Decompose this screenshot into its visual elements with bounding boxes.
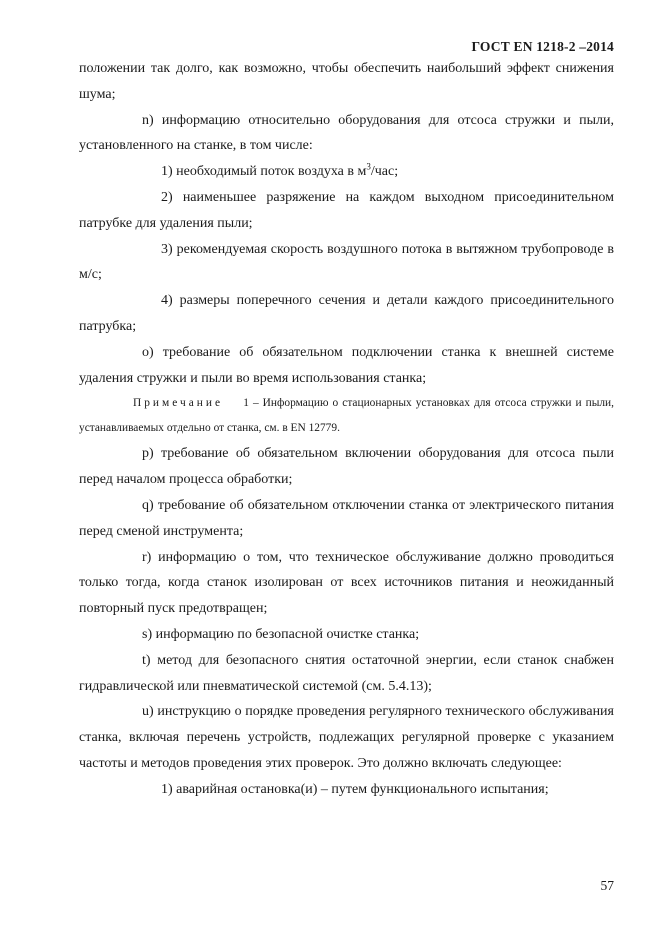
list-item-u: u) инструкцию о порядке проведения регулярного технического обслуживания станка, включая перечень устройств, подлежащих регулярной проверке с указанием частоты и методов проведения этих проверок. Это должно включать следующее: [79,704,614,771]
document-body [79,56,614,803]
sub-item-n1-text: 1) необходимый поток воздуха в м [161,164,367,180]
sub-item-n4: 4) размеры поперечного сечения и детали каждого присоединительного патрубка; [79,293,614,334]
list-item-p: p) требование об обязательном включении оборудования для отсоса пыли перед началом процесса обработки; [79,446,614,488]
list-item-r: r) информацию о том, что техническое обслуживание должно проводиться только тогда, когда станок изолирован от всех источников питания и неожиданный повторный пуск предотвращен; [79,549,614,617]
cubic-superscript: 3 [366,161,371,172]
sub-item-u1: 1) аварийная остановка(и) – путем функционального испытания; [161,781,549,797]
sub-item-n1-unit: /час; [370,164,399,180]
note [79,391,614,441]
list-item-t: t) метод для безопасного снятия остаточной энергии, если станок снабжен гидравлической или пневматической системой (см. 5.4.13); [79,652,614,694]
document-standard-header: ГОСТ EN 1218-2 –2014 [471,39,614,54]
page-number: 57 [600,878,614,893]
note-text: 1 – Информацию о стационарных установках для отсоса стружки и пыли, устанавливаемых отдельно от станка, см. в EN 12779. [79,397,614,435]
sub-item-n3: 3) рекомендуемая скорость воздушного потока в вытяжном трубопроводе в м/с; [79,241,614,283]
list-item-s: s) информацию по безопасной очистке станка; [142,626,420,642]
list-item-n: n) информацию относительно оборудования для отсоса стружки и пыли, установленного на станке, в том числе: [79,112,614,154]
list-item-o: o) требование об обязательном подключении станка к внешней системе удаления стружки и пыли во время использования станка; [79,344,614,386]
note-label: Примечание [133,397,224,410]
sub-item-n1 [79,159,614,185]
paragraph-continuation: положении так долго, как возможно, чтобы обеспечить наибольший эффект снижения шума; [79,61,614,102]
sub-item-n2: 2) наименьшее разряжение на каждом выходном присоединительном патрубке для удаления пыли; [79,189,614,231]
list-item-q: q) требование об обязательном отключении станка от электрического питания перед сменой инструмента; [79,497,614,539]
